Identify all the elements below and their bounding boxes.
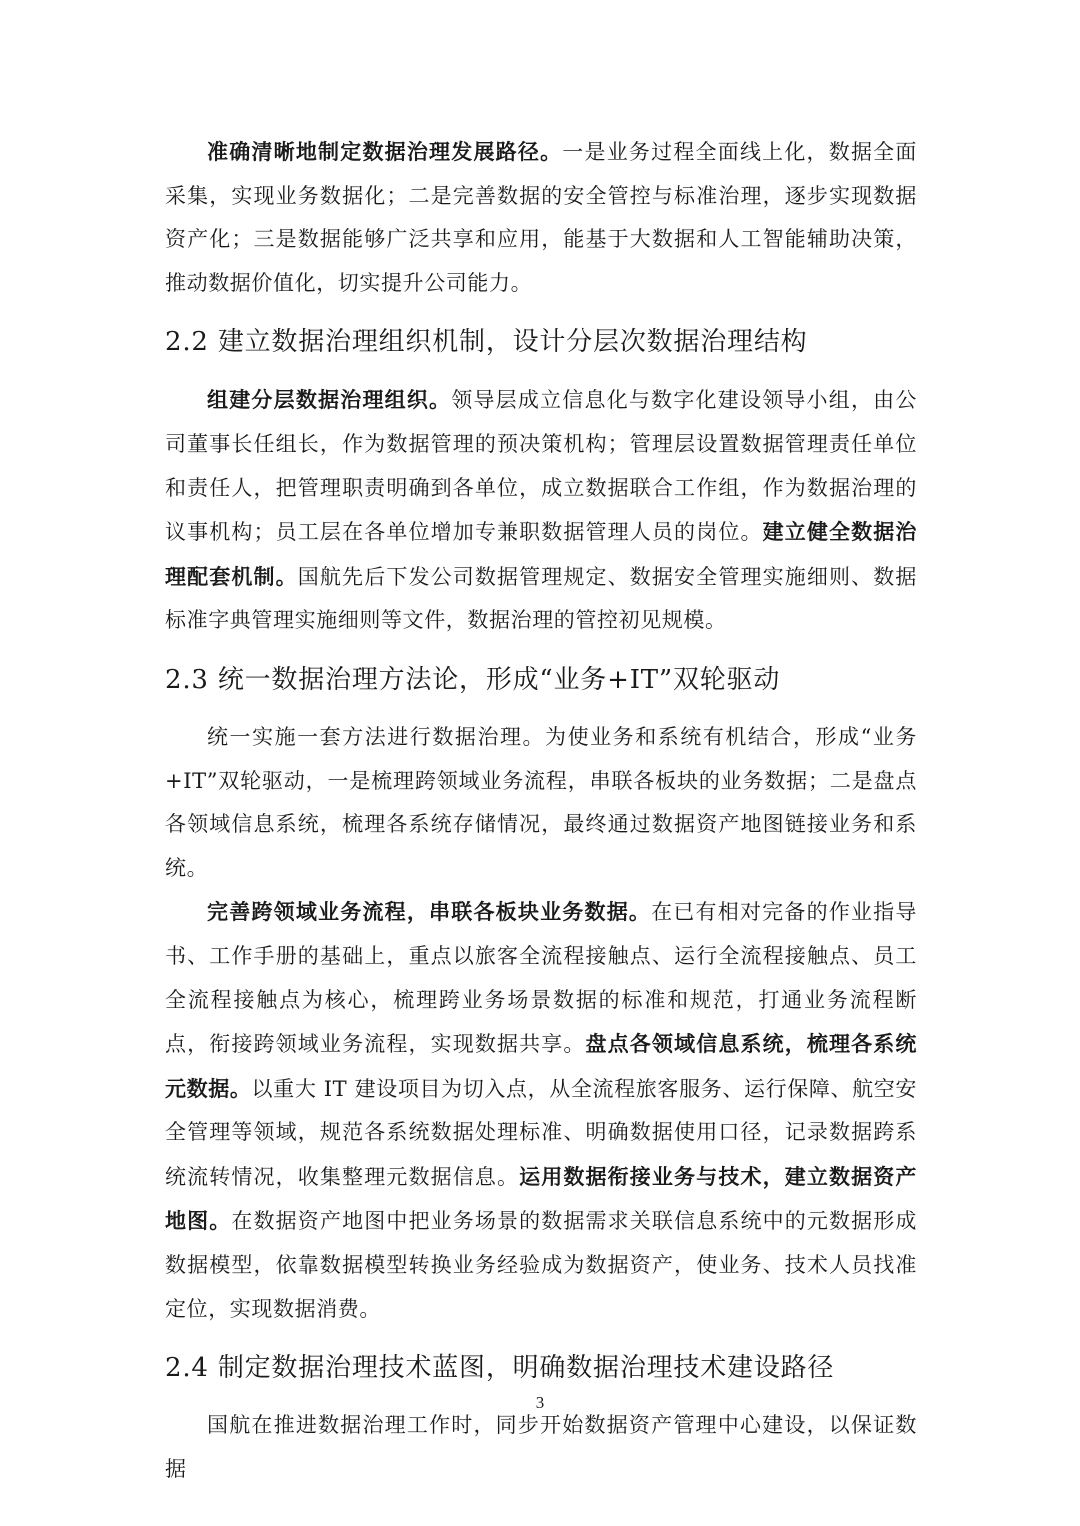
paragraph-technical-blueprint (165, 1404, 917, 1491)
paragraph-text: 领导层成立信息化与数字化建设领导小组，由公司董事长任组长，作为数据管理的预决策机构；管理层设置数据管理责任单位和责任人，把管理职责明确到各单位，成立数据联合工作组，作为数据治理的议事机构；员工层在各单位增加专兼职数据管理人员的岗位。 (165, 388, 917, 545)
document-body (165, 130, 917, 1491)
bold-lead-system-inventory: 盘点各领域信息系统，梳理各系统元数据。 (165, 1031, 917, 1101)
section-heading-2-3: 2.3 统一数据治理方法论，形成“业务+IT”双轮驱动 (165, 664, 781, 695)
section-heading-2-4: 2.4 制定数据治理技术蓝图，明确数据治理技术建设路径 (165, 1353, 835, 1384)
page-number: 3 (535, 1393, 545, 1412)
bold-lead-organization: 组建分层数据治理组织。 (207, 387, 452, 413)
paragraph-text: 在已有相对完备的作业指导书、工作手册的基础上，重点以旅客全流程接触点、运行全流程接触点、员工全流程接触点为核心，梳理跨业务场景数据的标准和规范，打通业务流程断点，衔接跨领域业务流程，实现数据共享。 (165, 900, 917, 1057)
paragraph-development-path (165, 130, 917, 305)
paragraph-cross-domain-process (165, 890, 917, 1331)
bold-lead-cross-domain: 完善跨领域业务流程，串联各板块业务数据。 (207, 899, 652, 925)
paragraph-text: 国航先后下发公司数据管理规定、数据安全管理实施细则、数据标准字典管理实施细则等文件，数据治理的管控初见规模。 (165, 564, 917, 633)
bold-lead-development-path: 准确清晰地制定数据治理发展路径。 (207, 139, 563, 164)
paragraph-text: 统一实施一套方法进行数据治理。为使业务和系统有机结合，形成“业务+IT”双轮驱动，一是梳理跨领域业务流程，串联各板块的业务数据；二是盘点各领域信息系统，梳理各系统存储情况，最终通过数据资产地图链接业务和系统。 (165, 724, 917, 880)
paragraph-text: 国航在推进数据治理工作时，同步开始数据资产管理中心建设，以保证数据 (165, 1413, 917, 1481)
section-heading-2-2: 2.2 建立数据治理组织机制，设计分层次数据治理结构 (165, 327, 808, 358)
bold-lead-mechanism: 建立健全数据治理配套机制。 (165, 519, 917, 589)
paragraph-text: 以重大 IT 建设项目为切入点，从全流程旅客服务、运行保障、航空安全管理等领域，规范各系统数据处理标准、明确数据使用口径，记录数据跨系统流转情况，收集整理元数据信息。 (165, 1076, 918, 1189)
paragraph-text: 一是业务过程全面线上化，数据全面采集，实现业务数据化；二是完善数据的安全管控与标准治理，逐步实现数据资产化；三是数据能够广泛共享和应用，能基于大数据和人工智能辅助决策，推动数据价值化，切实提升公司能力。 (165, 140, 917, 295)
paragraph-text: 在数据资产地图中把业务场景的数据需求关联信息系统中的元数据形成数据模型，依靠数据模型转换业务经验成为数据资产，使业务、技术人员找准定位，实现数据消费。 (165, 1209, 917, 1321)
bold-lead-asset-map: 运用数据衔接业务与技术，建立数据资产地图。 (165, 1163, 917, 1234)
paragraph-unified-methodology (165, 716, 917, 890)
paragraph-governance-organization (165, 378, 917, 643)
